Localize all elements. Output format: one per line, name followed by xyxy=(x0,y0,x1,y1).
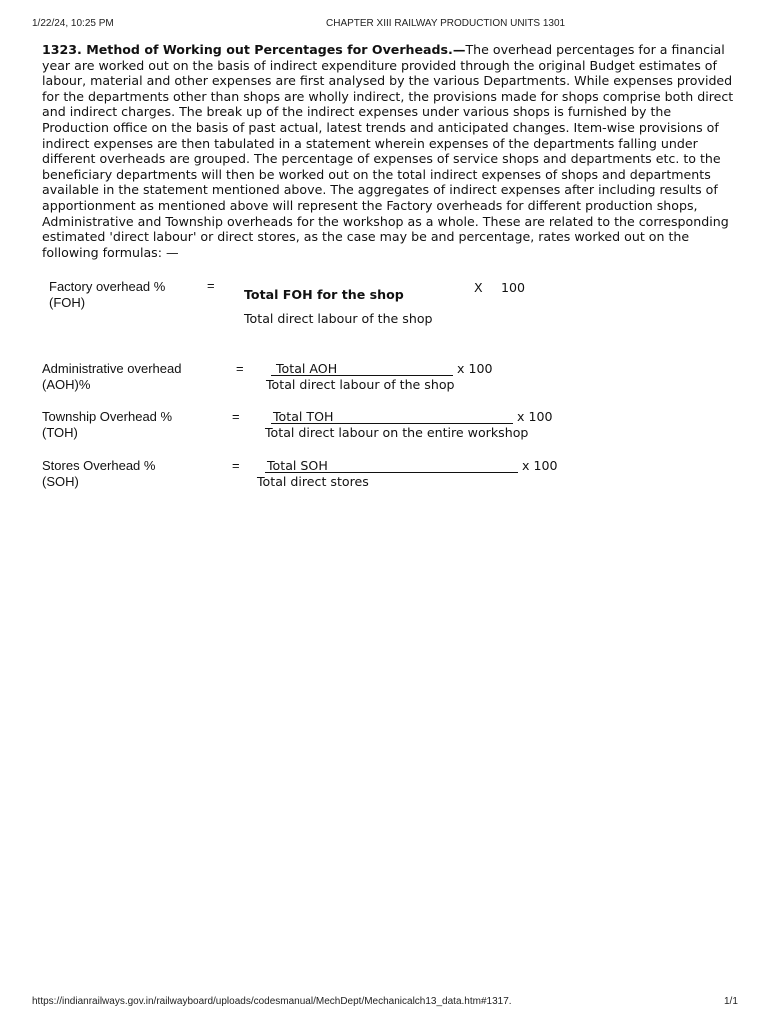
foh-numerator: Total FOH for the shop xyxy=(244,287,404,302)
foh-times: X xyxy=(474,280,483,295)
toh-label-line2: (TOH) xyxy=(42,425,78,440)
section-heading: 1323. Method of Working out Percentages for Overheads. xyxy=(42,42,453,57)
section-paragraph xyxy=(42,42,738,260)
heading-dash: — xyxy=(452,42,466,57)
toh-denominator: Total direct labour on the entire workshop xyxy=(265,425,529,440)
toh-label xyxy=(42,409,172,441)
aoh-denominator: Total direct labour of the shop xyxy=(266,377,455,392)
foh-multiplier: 100 xyxy=(501,280,526,295)
toh-label-line1: Township Overhead % xyxy=(42,409,173,424)
foh-label xyxy=(49,279,165,311)
soh-multiplier: x 100 xyxy=(522,458,558,473)
aoh-label-line2: (AOH)% xyxy=(42,377,91,392)
aoh-equals: = xyxy=(236,361,244,376)
page-title: CHAPTER XIII RAILWAY PRODUCTION UNITS 1301 xyxy=(326,18,566,29)
toh-multiplier: x 100 xyxy=(517,409,553,424)
foh-label-line1: Factory overhead % xyxy=(49,279,166,294)
soh-numerator: Total SOH xyxy=(267,458,328,473)
print-datetime: 1/22/24, 10:25 PM xyxy=(32,18,114,29)
section-body: The overhead percentages for a financial year are worked out on the basis of indirect expenditure provided through the original Budget estimates of labour, material and other expenses are first analysed by the various Departments. While expenses provided for the departments other than shops are wholly indirect, the provisions made for shops comprise both direct and indirect charges. The break up of the indirect expenses under various shops is furnished by the Production office on the basis of past actual, latest trends and anticipated changes. Item-wise provisions of indirect expenses are then tabulated in a statement wherein expenses of the departments falling under different overheads are grouped. The percentage of expenses of service shops and departments etc. to the beneficiary departments will then be worked out on the total indirect expenses of shops and departments available in the statement mentioned above. The aggregates of indirect expenses after including results of apportionment as mentioned above will represent the Factory overheads for different production shops, Administrative and Township overheads for the workshop as a whole. These are related to the corresponding estimated 'direct labour' or direct stores, as the case may be and percentage, rates worked out on the following formulas: — xyxy=(42,42,734,260)
aoh-label xyxy=(42,361,181,393)
source-url[interactable]: https://indianrailways.gov.in/railwayboard/uploads/codesmanual/MechDept/Mechanicalch13_data.htm#1317. xyxy=(32,996,512,1007)
aoh-label-line1: Administrative overhead xyxy=(42,361,182,376)
soh-label xyxy=(42,458,155,490)
aoh-numerator: Total AOH xyxy=(276,361,338,376)
foh-denominator: Total direct labour of the shop xyxy=(244,311,433,326)
page-number: 1/1 xyxy=(724,996,738,1007)
soh-equals: = xyxy=(232,458,240,473)
soh-denominator: Total direct stores xyxy=(257,474,369,489)
foh-equals: = xyxy=(207,278,215,293)
toh-equals: = xyxy=(232,409,240,424)
foh-label-line2: (FOH) xyxy=(49,295,86,310)
toh-numerator: Total TOH xyxy=(273,409,334,424)
aoh-multiplier: x 100 xyxy=(457,361,493,376)
soh-label-line1: Stores Overhead % xyxy=(42,458,156,473)
soh-label-line2: (SOH) xyxy=(42,474,79,489)
